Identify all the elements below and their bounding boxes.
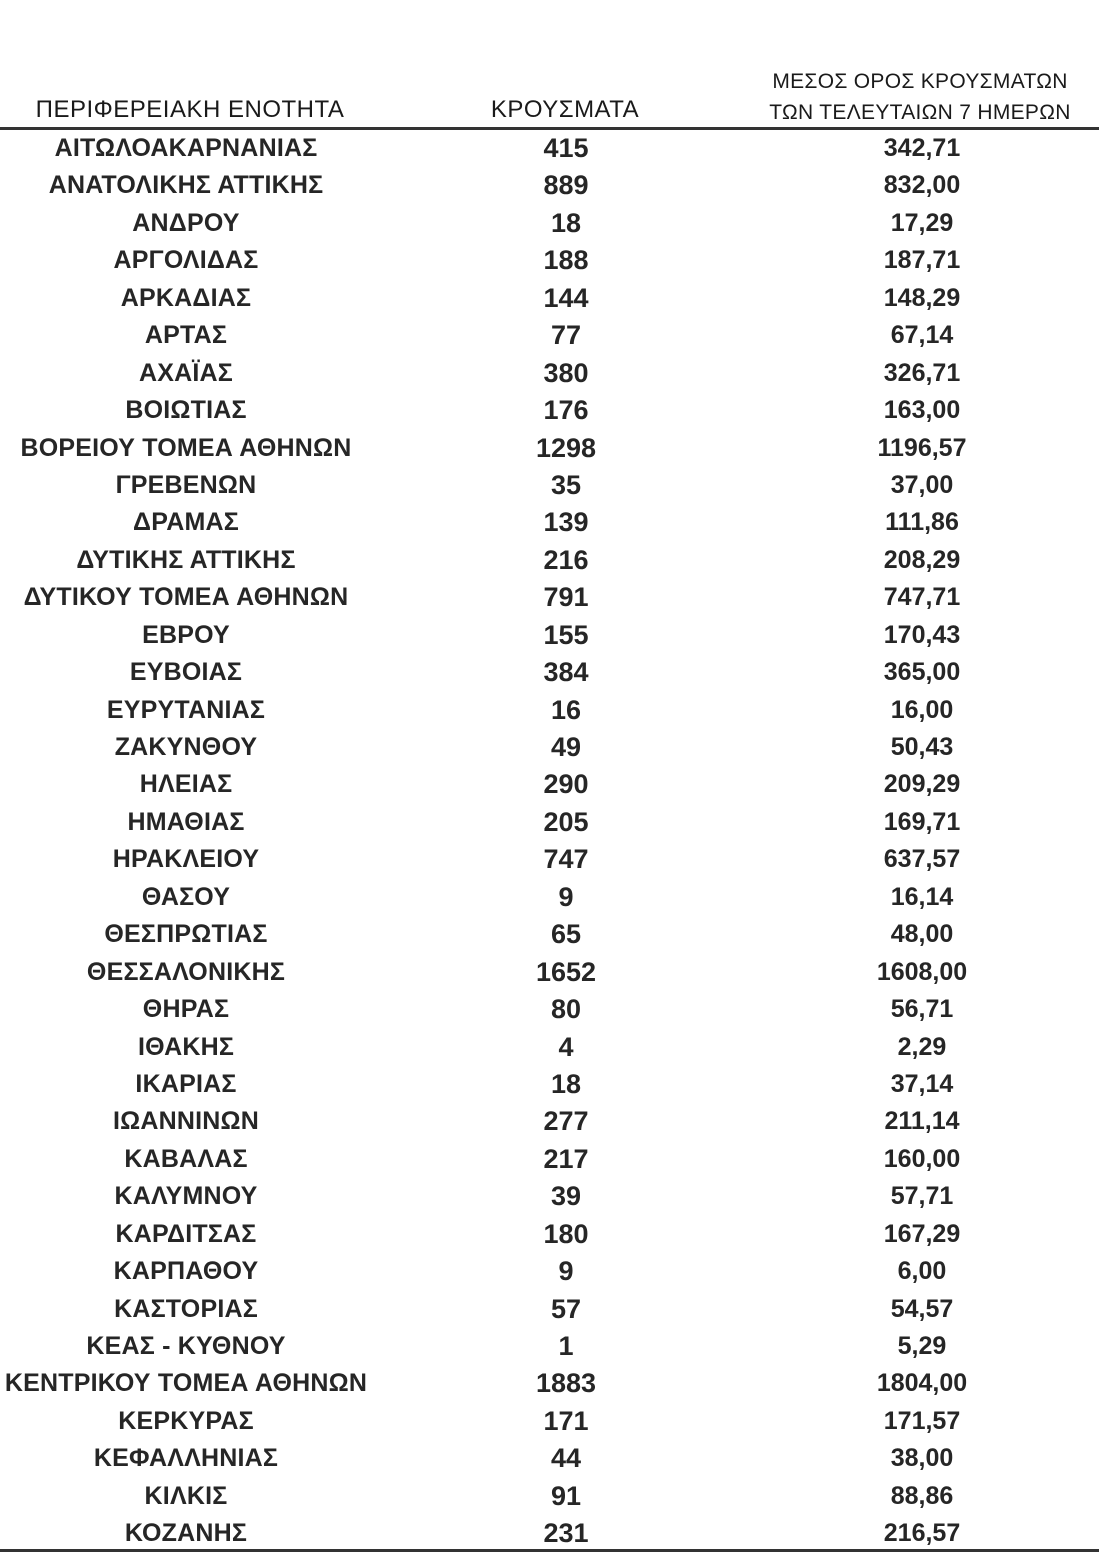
region-name-cell: ΓΡΕΒΕΝΩΝ [115, 470, 257, 499]
table-row [0, 1103, 1099, 1140]
average-cell: 209,29 [883, 770, 961, 799]
cases-cell: 889 [543, 170, 589, 201]
table-row [0, 1029, 1099, 1066]
average-cell: 167,29 [883, 1219, 961, 1248]
region-name-cell: ΑΡΤΑΣ [144, 321, 228, 350]
table-row [0, 430, 1099, 467]
region-name-cell: ΗΡΑΚΛΕΙΟΥ [112, 845, 260, 874]
average-cell: 326,71 [883, 358, 961, 387]
cases-cell: 747 [543, 844, 589, 875]
cases-cell: 171 [543, 1405, 589, 1436]
average-cell: 2,29 [897, 1032, 947, 1061]
region-name-cell: ΙΩΑΝΝΙΝΩΝ [112, 1107, 260, 1136]
average-cell: 342,71 [883, 134, 961, 162]
average-cell: 17,29 [890, 208, 954, 237]
average-cell: 1804,00 [876, 1369, 968, 1398]
table-row [0, 617, 1099, 654]
table-row [0, 1515, 1099, 1552]
average-cell: 365,00 [883, 658, 961, 687]
average-cell: 56,71 [890, 995, 954, 1024]
average-cell: 111,86 [885, 508, 959, 537]
average-cell: 48,00 [890, 920, 954, 949]
cases-cell: 791 [543, 582, 589, 613]
table-row [0, 692, 1099, 729]
table-row [0, 579, 1099, 616]
table-row [0, 1403, 1099, 1440]
average-cell: 148,29 [883, 283, 961, 312]
header-average-line2: ΤΩΝ ΤΕΛΕΥΤΑΙΩΝ 7 ΗΜΕΡΩΝ [769, 101, 1071, 124]
average-cell: 637,57 [883, 845, 961, 874]
cases-cell: 1 [558, 1331, 574, 1361]
average-cell: 832,00 [883, 171, 961, 200]
region-name-cell: ΑΙΤΩΛΟΑΚΑΡΝΑΝΙΑΣ [54, 134, 318, 162]
cases-cell: 155 [543, 619, 589, 650]
cases-cell: 277 [543, 1106, 589, 1137]
table-bottom-divider [0, 1549, 1099, 1552]
cases-cell: 180 [543, 1218, 589, 1249]
table-row [0, 841, 1099, 878]
cases-cell: 4 [558, 1031, 574, 1062]
cases-cell: 1652 [535, 956, 597, 987]
region-name-cell: ΙΘΑΚΗΣ [137, 1032, 235, 1061]
region-name-cell: ΒΟΡΕΙΟΥ ΤΟΜΕΑ ΑΘΗΝΩΝ [20, 433, 352, 462]
header-cases: ΚΡΟΥΣΜΑΤΑ [490, 96, 640, 123]
table-row [0, 1253, 1099, 1290]
cases-cell: 217 [543, 1143, 589, 1174]
region-name-cell: ΘΕΣΣΑΛΟΝΙΚΗΣ [86, 957, 286, 986]
cases-cell: 39 [550, 1181, 582, 1212]
cases-cell: 1883 [535, 1368, 597, 1399]
average-cell: 16,00 [890, 695, 954, 724]
cases-cell: 415 [543, 133, 589, 163]
cases-cell: 80 [550, 994, 582, 1025]
average-cell: 171,57 [883, 1406, 961, 1435]
table-row [0, 654, 1099, 691]
cases-cell: 216 [543, 544, 589, 575]
table-row [0, 804, 1099, 841]
cases-cell: 35 [550, 469, 582, 500]
table-row [0, 355, 1099, 392]
table-header [0, 60, 1099, 128]
region-name-cell: ΗΛΕΙΑΣ [139, 770, 233, 799]
region-name-cell: ΕΥΒΟΙΑΣ [129, 658, 243, 687]
cases-cell: 1298 [535, 432, 597, 463]
average-cell: 50,43 [890, 733, 954, 761]
average-cell: 170,43 [883, 620, 961, 649]
table-row [0, 467, 1099, 504]
cases-cell: 176 [543, 395, 589, 426]
region-name-cell: ΚΑΛΥΜΝΟΥ [114, 1182, 258, 1211]
average-cell: 1196,57 [877, 433, 967, 462]
cases-cell: 205 [543, 806, 589, 837]
table-row [0, 1440, 1099, 1477]
average-cell: 160,00 [883, 1144, 961, 1173]
table-row [0, 879, 1099, 916]
region-name-cell: ΙΚΑΡΙΑΣ [135, 1069, 237, 1098]
table-row [0, 504, 1099, 541]
header-average [740, 66, 1099, 128]
table-row [0, 1141, 1099, 1178]
region-name-cell: ΑΝΑΤΟΛΙΚΗΣ ΑΤΤΙΚΗΣ [48, 171, 324, 200]
average-cell: 88,86 [890, 1481, 954, 1510]
table-row [0, 542, 1099, 579]
region-name-cell: ΚΕΑΣ - ΚΥΘΝΟΥ [86, 1332, 286, 1360]
table-row [0, 729, 1099, 766]
table-row [0, 1216, 1099, 1253]
region-name-cell: ΑΧΑΪΑΣ [139, 358, 233, 387]
cases-cell: 18 [550, 207, 582, 238]
region-name-cell: ΑΡΚΑΔΙΑΣ [120, 283, 252, 312]
region-name-cell: ΚΕΝΤΡΙΚΟΥ ΤΟΜΕΑ ΑΘΗΝΩΝ [4, 1369, 368, 1398]
cases-cell: 57 [550, 1293, 582, 1324]
table-body [0, 130, 1099, 1553]
table-row [0, 280, 1099, 317]
cases-cell: 139 [543, 507, 589, 538]
table-row [0, 392, 1099, 429]
cases-cell: 91 [550, 1480, 582, 1511]
cases-cell: 380 [543, 357, 589, 388]
region-name-cell: ΚΕΡΚΥΡΑΣ [118, 1406, 254, 1435]
region-name-cell: ΚΑΡΠΑΘΟΥ [113, 1257, 259, 1286]
region-name-cell: ΗΜΑΘΙΑΣ [127, 807, 245, 836]
table-row [0, 242, 1099, 279]
header-average-line1: ΜΕΣΟΣ ΟΡΟΣ ΚΡΟΥΣΜΑΤΩΝ [772, 70, 1068, 93]
cases-cell: 18 [550, 1068, 582, 1099]
cases-cell: 49 [550, 732, 582, 762]
region-name-cell: ΚΑΡΔΙΤΣΑΣ [115, 1219, 257, 1248]
cases-cell: 9 [558, 1256, 574, 1287]
average-cell: 169,71 [883, 807, 961, 836]
table-row [0, 1365, 1099, 1402]
table-row [0, 205, 1099, 242]
average-cell: 1608,00 [876, 957, 968, 986]
region-name-cell: ΕΥΡΥΤΑΝΙΑΣ [106, 695, 266, 724]
average-cell: 37,14 [890, 1069, 954, 1098]
region-name-cell: ΔΥΤΙΚΟΥ ΤΟΜΕΑ ΑΘΗΝΩΝ [23, 583, 349, 612]
average-cell: 54,57 [890, 1294, 954, 1323]
region-name-cell: ΘΗΡΑΣ [142, 995, 230, 1024]
cases-cell: 77 [550, 320, 582, 351]
table-row [0, 1291, 1099, 1328]
region-name-cell: ΚΙΛΚΙΣ [144, 1481, 228, 1510]
average-cell: 38,00 [890, 1444, 954, 1473]
region-name-cell: ΔΡΑΜΑΣ [133, 508, 239, 537]
table-row [0, 317, 1099, 354]
average-cell: 211,14 [884, 1107, 960, 1136]
region-name-cell: ΒΟΙΩΤΙΑΣ [125, 396, 247, 425]
table-row [0, 766, 1099, 803]
cases-cell: 384 [543, 657, 589, 688]
table-row [0, 130, 1099, 167]
region-name-cell: ΔΥΤΙΚΗΣ ΑΤΤΙΚΗΣ [76, 545, 296, 574]
table-row [0, 167, 1099, 204]
region-name-cell: ΖΑΚΥΝΘΟΥ [114, 733, 258, 761]
region-name-cell: ΚΕΦΑΛΛΗΝΙΑΣ [93, 1444, 279, 1473]
average-cell: 208,29 [883, 545, 961, 574]
average-cell: 37,00 [890, 470, 954, 499]
region-name-cell: ΘΑΣΟΥ [141, 882, 231, 911]
header-region: ΠΕΡΙΦΕΡΕΙΑΚΗ ΕΝΟΤΗΤΑ [35, 96, 345, 123]
average-cell: 6,00 [897, 1257, 947, 1286]
region-name-cell: ΚΑΒΑΛΑΣ [124, 1144, 248, 1173]
average-cell: 747,71 [883, 583, 961, 612]
average-cell: 187,71 [883, 246, 961, 275]
average-cell: 216,57 [883, 1519, 961, 1548]
cases-cell: 231 [543, 1518, 589, 1549]
cases-cell: 44 [550, 1443, 582, 1474]
cases-cell: 16 [550, 694, 582, 725]
region-name-cell: ΚΑΣΤΟΡΙΑΣ [114, 1294, 258, 1323]
cases-cell: 144 [543, 282, 589, 313]
region-name-cell: ΑΡΓΟΛΙΔΑΣ [113, 246, 259, 275]
table-row [0, 991, 1099, 1028]
region-name-cell: ΚΟΖΑΝΗΣ [124, 1519, 248, 1548]
cases-cell: 188 [543, 245, 589, 276]
table-row [0, 1178, 1099, 1215]
average-cell: 16,14 [890, 882, 954, 911]
table-row [0, 954, 1099, 991]
average-cell: 67,14 [890, 321, 954, 350]
average-cell: 5,29 [897, 1332, 947, 1360]
region-name-cell: ΘΕΣΠΡΩΤΙΑΣ [104, 920, 268, 949]
region-name-cell: ΑΝΔΡΟΥ [132, 208, 240, 237]
region-name-cell: ΕΒΡΟΥ [142, 620, 230, 649]
table-row [0, 1066, 1099, 1103]
cases-cell: 9 [558, 881, 574, 912]
table-row [0, 1328, 1099, 1365]
cases-cell: 290 [543, 769, 589, 800]
table-row [0, 1478, 1099, 1515]
average-cell: 57,71 [890, 1182, 954, 1211]
cases-cell: 65 [550, 919, 582, 950]
average-cell: 163,00 [883, 396, 961, 425]
table-row [0, 916, 1099, 953]
